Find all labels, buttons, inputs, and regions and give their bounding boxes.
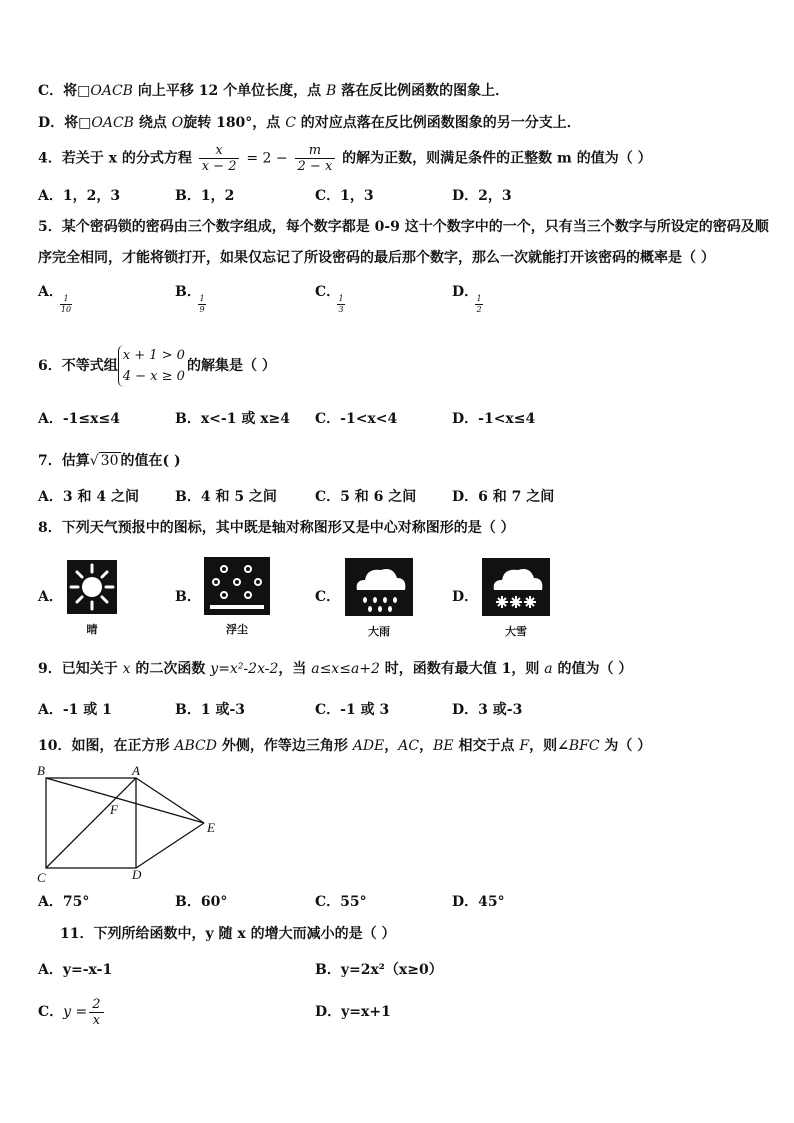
q10-option-a: A．75° — [38, 894, 90, 910]
q7-sqrt: √ 30 — [89, 453, 119, 469]
dust-icon — [204, 557, 270, 615]
q4-option-a: A．1，2，3 — [38, 188, 121, 204]
q10-option-c: C．55° — [315, 894, 367, 910]
q5-option-c: C． — [315, 284, 341, 300]
q9-option-c: C．-1 或 3 — [315, 702, 390, 718]
q4-option-d: D．2，3 — [452, 188, 512, 204]
q4-stem: 4．若关于 x 的分式方程 $\frac{x}{x - 2}$ = 2 − $\frac{m}{2 - x}$ 的解为正数，则满足条件的正整数 m 的值为（ ） — [38, 143, 652, 174]
q11-option-c: C．y = $\frac{2}{x}$ — [38, 995, 106, 1029]
q7-option-a: A．3 和 4 之间 — [38, 489, 139, 505]
q9-stem: 9．已知关于 x 的二次函数 y=x²-2x-2，当 a≤x≤a+2 时，函数有最大值 1，则 a 的值为（ ） — [38, 661, 633, 677]
label-e: E — [207, 820, 215, 835]
q7-option-d: D．6 和 7 之间 — [452, 489, 555, 505]
q8-option-a: A． — [38, 589, 63, 605]
heavy-snow-icon — [482, 558, 550, 616]
q5-fraction-c: 1 3 — [338, 294, 344, 314]
q3-option-c: C．将□OACB 向上平移 12 个单位长度，点 B 落在反比例函数的图象上． — [38, 83, 510, 99]
q5-fraction-d: 1 2 — [476, 294, 482, 314]
q5-option-b: B． — [175, 284, 201, 300]
q4-option-c: C．1，3 — [315, 188, 374, 204]
q5-fraction-a: 1 10 — [60, 294, 72, 314]
q8-caption-c: 大雨 — [368, 625, 390, 638]
heavy-rain-icon — [345, 558, 413, 616]
q6-option-b: B．x<-1 或 x≥4 — [175, 411, 291, 427]
q4-option-b: B．1，2 — [175, 188, 235, 204]
q5-option-a: A． — [38, 284, 63, 300]
q8-option-d: D． — [452, 589, 479, 605]
q11-stem: 11．下列所给函数中，y 随 x 的增大而减小的是（ ） — [60, 926, 396, 942]
q4-fraction-2: $\frac{m}{2 - x}$ — [295, 143, 336, 174]
q8-option-c: C． — [315, 589, 341, 605]
q11-fraction: $\frac{2}{x}$ — [89, 997, 103, 1028]
label-b: B — [37, 763, 45, 778]
q3-option-d: D．将□OACB 绕点 O旋转 180°，点 C 的对应点落在反比例函数图象的另一分支上． — [38, 115, 581, 131]
q6-stem: 6．不等式组 x + 1 > 0 4 − x ≥ 0 的解集是（ ） — [38, 344, 276, 388]
q9-option-a: A．-1 或 1 — [38, 702, 112, 718]
q8-caption-d: 大雪 — [505, 625, 527, 638]
q5-fraction-b: 1 9 — [199, 294, 205, 314]
q6-option-d: D．-1<x≤4 — [452, 411, 536, 427]
q6-option-c: C．-1<x<4 — [315, 411, 398, 427]
q10-option-b: B．60° — [175, 894, 228, 910]
label-f: F — [110, 802, 118, 817]
q10-option-d: D．45° — [452, 894, 505, 910]
q11-option-b: B．y=2x²（x≥0） — [315, 962, 443, 978]
q8-stem: 8．下列天气预报中的图标，其中既是轴对称图形又是中心对称图形的是（ ） — [38, 520, 515, 536]
q5-stem-line1: 5．某个密码锁的密码由三个数字组成，每个数字都是 0-9 这十个数字中的一个，只有当三个数字与所设定的密码及顺 — [38, 219, 769, 235]
q7-option-b: B．4 和 5 之间 — [175, 489, 277, 505]
q9-option-b: B．1 或-3 — [175, 702, 245, 718]
q8-caption-b: 浮尘 — [226, 623, 248, 636]
q6-inequality-system: x + 1 > 0 4 − x ≥ 0 — [118, 345, 185, 387]
q8-option-b: B． — [175, 589, 201, 605]
q4-fraction-1: $\frac{x}{x - 2}$ — [199, 143, 240, 174]
q11-option-d: D．y=x+1 — [315, 1004, 391, 1020]
q7-option-c: C．5 和 6 之间 — [315, 489, 417, 505]
sunny-icon — [67, 560, 117, 614]
q5-option-d: D． — [452, 284, 479, 300]
label-d: D — [132, 867, 142, 882]
q11-option-a: A．y=-x-1 — [38, 962, 113, 978]
q9-option-d: D．3 或-3 — [452, 702, 523, 718]
q10-stem: 10．如图，在正方形 ABCD 外侧，作等边三角形 ADE，AC，BE 相交于点 F，则∠BFC 为（ ） — [38, 738, 652, 754]
q6-option-a: A．-1≤x≤4 — [38, 411, 120, 427]
label-c: C — [37, 870, 46, 885]
square-triangle-figure — [34, 762, 224, 886]
q8-caption-a: 晴 — [86, 623, 98, 636]
q5-stem-line2: 序完全相同，才能将锁打开，如果仅忘记了所设密码的最后那个数字，那么一次就能打开该密码的概率是（ ） — [38, 250, 715, 266]
label-a: A — [132, 763, 140, 778]
q7-stem: 7．估算√ 30 的值在( ) — [38, 453, 181, 469]
